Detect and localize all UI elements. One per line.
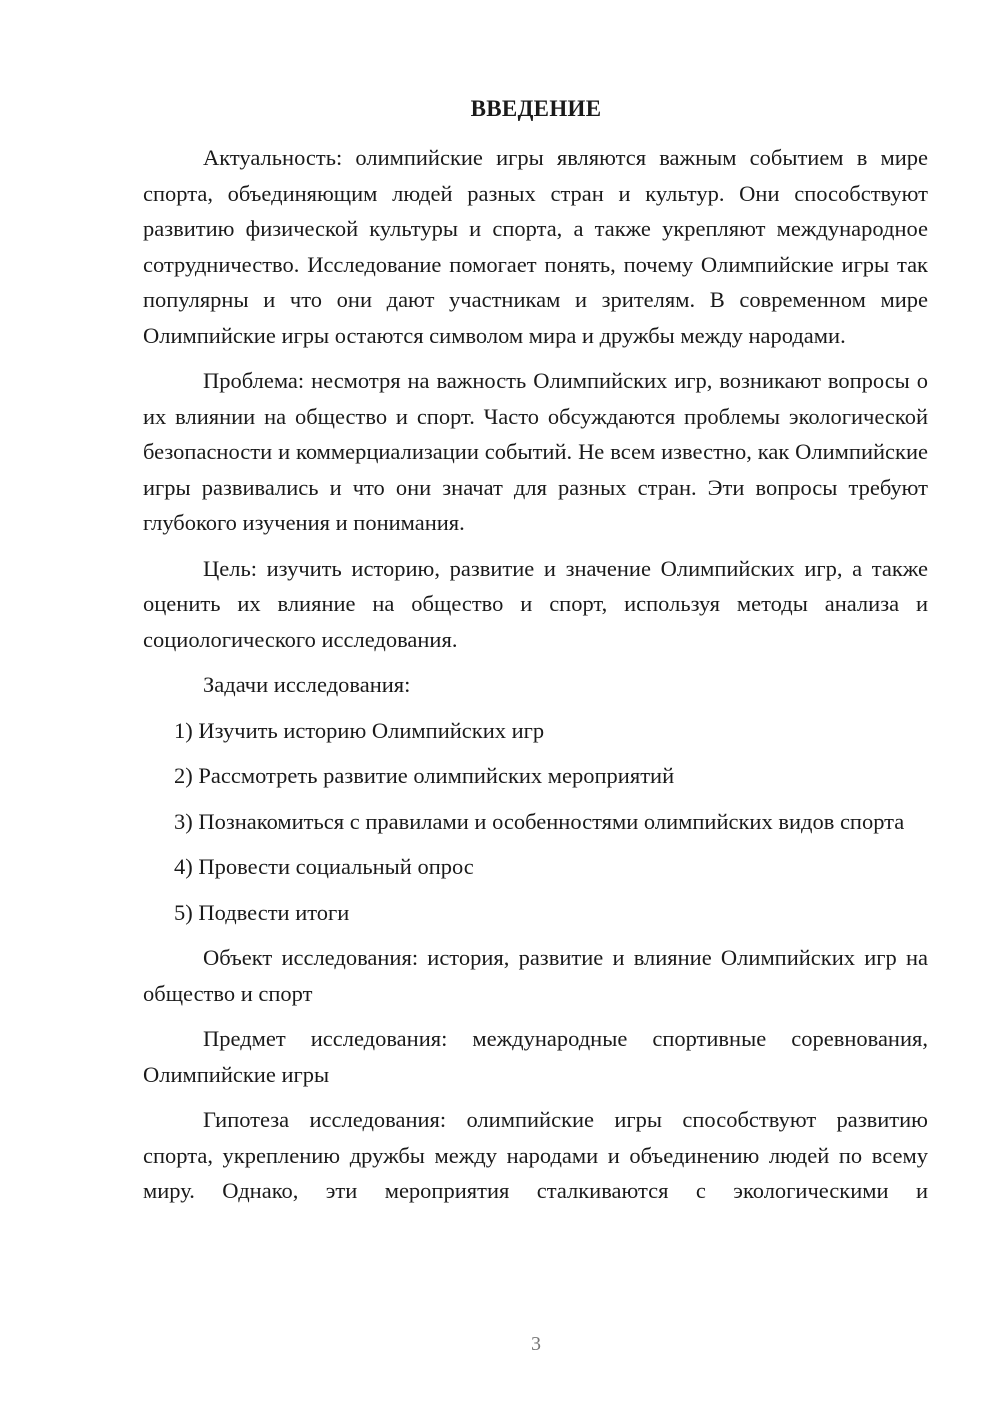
list-item: 2) Рассмотреть развитие олимпийских мероприятий xyxy=(174,763,675,788)
hypothesis-paragraph: Гипотеза исследования: олимпийские игры способствуют развитию спорта, укреплению дружбы между народами и объединению людей по всему миру. Однако, эти мероприятия сталкиваются с экологическими и xyxy=(143,1107,928,1203)
page-number: 3 xyxy=(531,1333,541,1355)
subject-paragraph: Предмет исследования: международные спортивные соревнования, Олимпийские игры xyxy=(143,1026,928,1087)
list-item: 3) Познакомиться с правилами и особенностями олимпийских видов спорта xyxy=(174,808,905,834)
relevance-paragraph: Актуальность: олимпийские игры являются важным событием в мире спорта, объединяющим людей разных стран и культур. Они способствуют развитию физической культуры и спорта, а также укрепляют международное сотрудничество. Исследование помогает понять, почему Олимпийские игры так популярны и что они дают участникам и зрителям. В современном мире Олимпийские игры остаются символом мира и дружбы между народами. xyxy=(143,145,928,348)
list-item: 4) Провести социальный опрос xyxy=(174,854,474,879)
list-item: 1) Изучить историю Олимпийских игр xyxy=(174,717,545,743)
tasks-heading: Задачи исследования: xyxy=(203,672,411,697)
body-text xyxy=(143,140,928,1219)
object-paragraph: Объект исследования: история, развитие и влияние Олимпийских игр на общество и спорт xyxy=(143,945,928,1006)
list-item: 5) Подвести итоги xyxy=(174,899,350,925)
tasks-list xyxy=(143,713,928,931)
goal-paragraph: Цель: изучить историю, развитие и значение Олимпийских игр, а также оценить их влияние на общество и спорт, используя методы анализа и социологического исследования. xyxy=(143,555,928,652)
problem-paragraph: Проблема: несмотря на важность Олимпийских игр, возникают вопросы о их влиянии на общество и спорт. Часто обсуждаются проблемы экологической безопасности и коммерциализации событий. Не всем известно, как Олимпийские игры развивались и что они значат для разных стран. Эти вопросы требуют глубокого изучения и понимания. xyxy=(143,368,928,535)
section-heading: ВВЕДЕНИЕ xyxy=(470,96,602,121)
